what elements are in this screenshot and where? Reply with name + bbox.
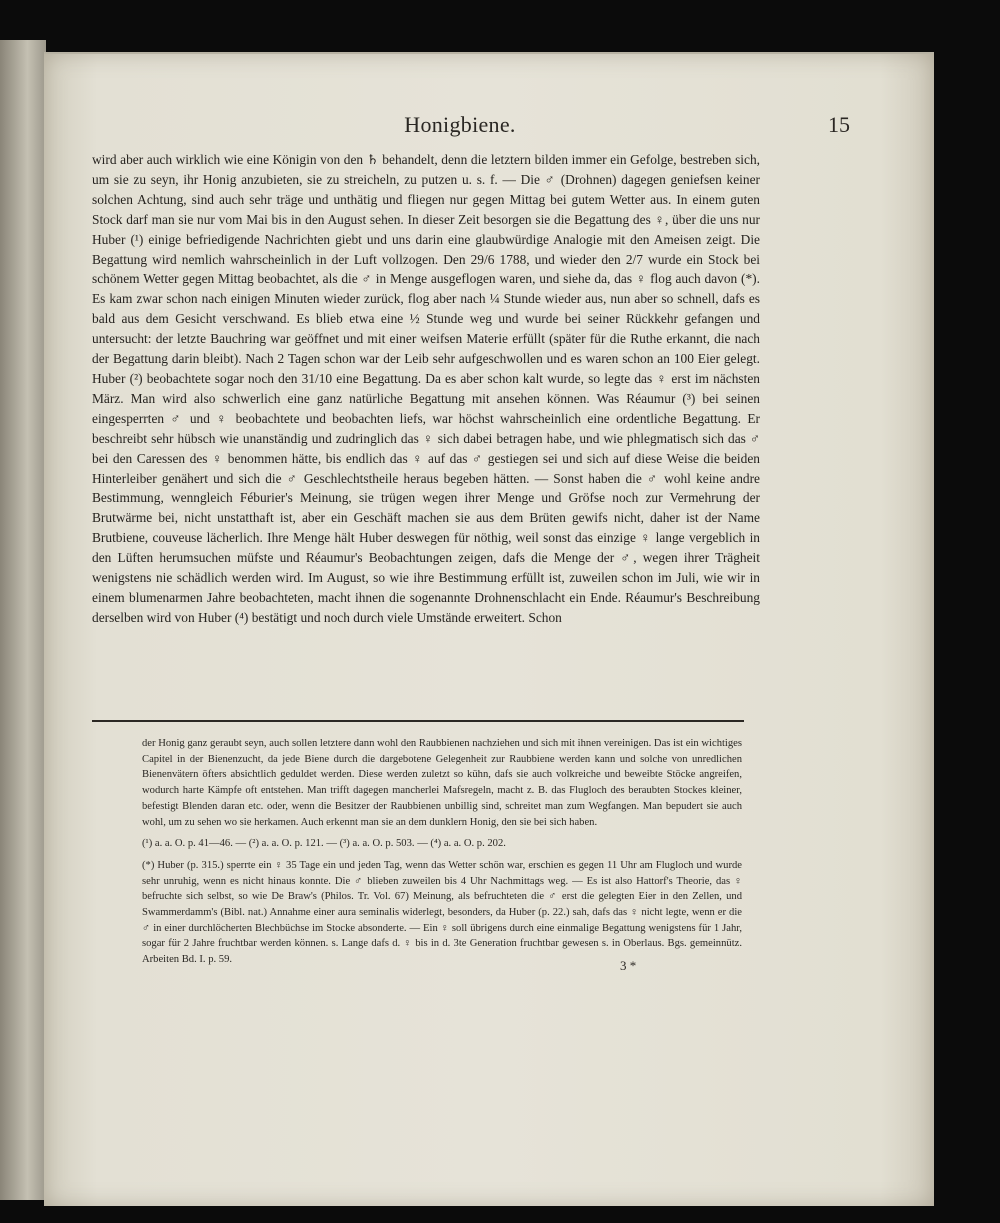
footnote-continued: der Honig ganz geraubt seyn, auch sollen letztere dann wohl den Raubbienen nachziehen und sich mit ihnen vereinigen. Das ist ein wichtiges Capitel in der Bienenzucht, da jede Biene durch die dargebotene Gelegenheit zur Raubbiene werden kann und solche von unredlichen Bienenvätern öfters absichtlich geduldet werden. Diese werden zuletzt so kühn, dafs sie auch volkreiche und beweibte Stöcke angreifen, wodurch harte Kämpfe oft entstehen. Man trifft dagegen mancherlei Mafsregeln, macht z. B. das Flugloch des beraubten Stockes kleiner, befestigt Blenden daran etc. oder, wenn die Besitzer der Raubbienen unbillig sind, schreitet man zum Wegfangen. Man bepudert sie auch wohl, um zu sehen wo sie herkamen. Auch erkennt man sie an dem dunklern Honig, den sie bei sich haben. — [142, 738, 742, 828]
footnote-references: (¹) a. a. O. p. 41—46. — (²) a. a. O. p. 121. — (³) a. a. O. p. 503. — (⁴) a. a. O. p. 202. — [142, 838, 506, 850]
main-text — [92, 150, 760, 628]
page-header — [70, 112, 850, 144]
footnote-star: (*) Huber (p. 315.) sperrte ein ♀ 35 Tage ein und jeden Tag, wenn das Wetter schön war, erschien es gegen 11 Uhr am Flugloch und wurde sehr unruhig, wenn es nicht hinaus konnte. Die ♂ blieben zuweilen bis 4 Uhr Nachmittags weg. — Es ist also Hattorf's Theorie, das ♀ befruchte sich selbst, so wie De Braw's (Philos. Tr. Vol. 67) Meinung, als befruchteten die ♂ erst die gelegten Eier in den Zellen, und Swammerdamm's (Bibl. nat.) Annahme einer aura seminalis widerlegt, besonders, da Huber (p. 22.) sah, dafs das ♀ nicht legte, wenn er die ♂ in einer durchlöcherten Blechbüchse im Stocke absonderte. — Ein ♀ soll übrigens durch eine einmalige Begattung wenigstens für 1 Jahr, sogar für 2 Jahre fruchtbar werden können. s. Lange dafs d. ♀ bis in d. 3te Generation fruchtbar gewesen s. in Oberlaus. Bgs. gemeinnütz. Arbeiten Bd. I. p. 59. — [142, 859, 742, 966]
footnote-rule — [92, 720, 744, 722]
running-title: Honigbiene. — [404, 112, 516, 137]
signature-mark: 3 * — [620, 958, 637, 973]
page-number: 15 — [828, 112, 850, 137]
main-paragraph: wird aber auch wirklich wie eine Königin von den ♄ behandelt, denn die letztern bilden immer ein Gefolge, bestreben sich, um sie zu seyn, ihr Honig anzubieten, sie zu streicheln, zu putzen u. s. f. — Die ♂ (Drohnen) dagegen geniefsen keiner solchen Achtung, sind auch sehr träge und unthätig und fliegen nur gegen Mittag bei gutem Wetter aus. In einem guten Stock darf man sie nur vom Mai bis in den August sehen. In dieser Zeit besorgen sie die Begattung des ♀, über die uns nur Huber (¹) einige befriedigende Nachrichten giebt und uns darin eine glaubwürdige Analogie mit den Ameisen zeigt. Die Begattung wird nemlich wahrscheinlich in der Luft vollzogen. Den 29/6 1788, und wieder den 2/7 wurde ein Stock bei schönem Wetter gegen Mittag beobachtet, als die ♂ in Menge ausgeflogen waren, und siehe da, das ♀ flog auch davon (*). Es kam zwar schon nach einigen Minuten wieder zurück, flog aber nach ¼ Stunde wieder aus, nun aber so schnell, dafs es bald aus dem Gesicht verschwand. Es blieb etwa eine ½ Stunde weg und wurde bei seiner Rückkehr gefangen und untersucht: der letzte Bauchring war geöffnet und mit einer weifsen Materie erfüllt (später für die Ruthe erkannt, die nach der Begattung darin bleibt). Nach 2 Tagen schon war der Leib sehr aufgeschwollen und es waren schon an 100 Eier gelegt. Huber (²) beobachtete sogar noch den 31/10 eine Begattung. Da es aber schon kalt wurde, so legte das ♀ erst im nächsten März. Man wird also schwerlich eine ganz natürliche Begattung mit ansehen können. Was Réaumur (³) bei seinen eingesperrten ♂ und ♀ beobachtete und beobachten liefs, war höchst wahrscheinlich eine ordentliche Begattung. Er beschreibt sehr hübsch wie unanständig und zudringlich das ♀ sich dabei betragen habe, und wie phlegmatisch sich das ♂ bei den Caressen des ♀ benommen hätte, bis endlich das ♀ auf das ♂ gestiegen sei und sich auf diese Weise die beiden Hinterleiber genähert und sich die ♂ Geschlechtstheile heraus begeben hätten. — Sonst haben die ♂ wohl keine andre Bestimmung, wenngleich Féburier's Meinung, sie trügen wegen ihrer Menge und Gröfse noch zur Vermehrung der Brutwärme bei, nicht unstatthaft ist, aber ein Geschäft machen sie aus dem Brüten gewifs nicht, daher ist der Name Brutbiene, couveuse lächerlich. Ihre Menge hält Huber deswegen für nöthig, weil sonst das einzige ♀ lange vergeblich in den Lüften herumsuchen müfste und Réaumur's Beobachtungen zeigen, dafs die Menge der ♂, wegen ihrer Trägheit wenigstens nie schädlich werden wird. Im August, so wie ihre Bestimmung erfüllt ist, zuweilen schon im Juli, wie wir in einem blumenarmen Jahre beobachteten, macht ihnen die sogenannte Drohnenschlacht ein Ende. Réaumur's Beschreibung derselben wird von Huber (⁴) bestätigt und noch durch viele Umstände erweitert. Schon — [92, 152, 760, 625]
footnotes — [142, 736, 742, 974]
left-page-edge — [0, 40, 46, 1200]
